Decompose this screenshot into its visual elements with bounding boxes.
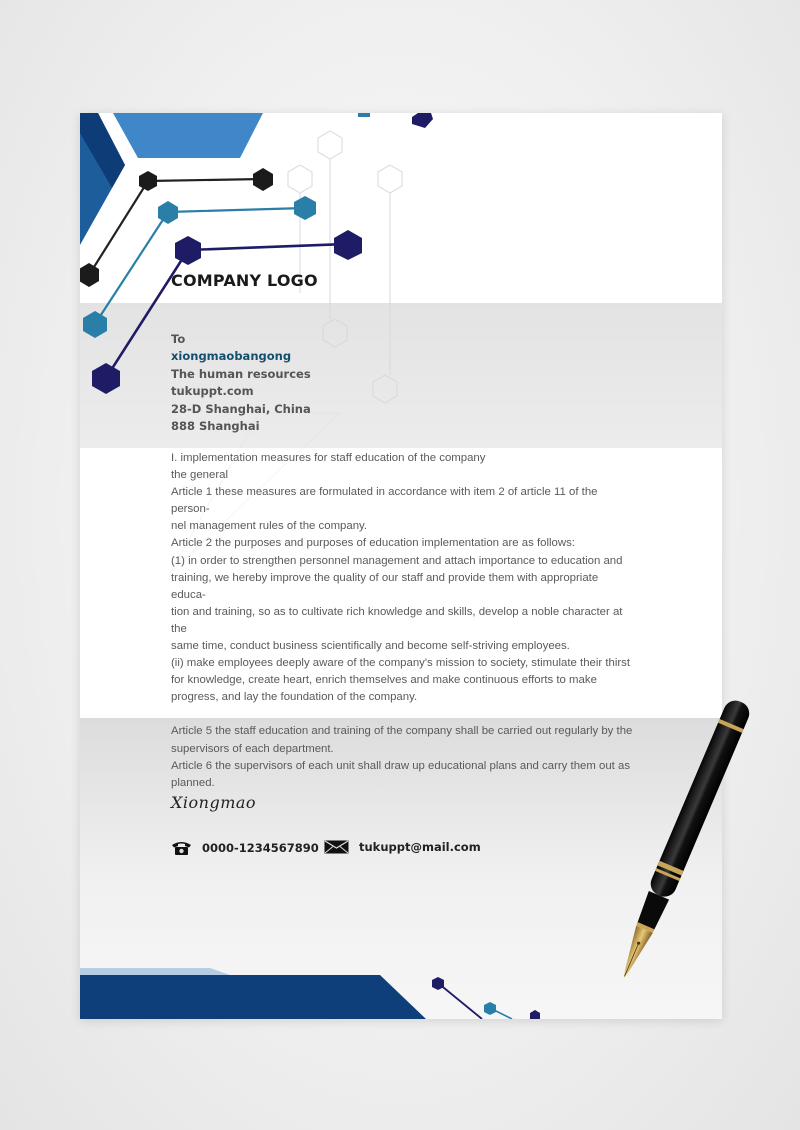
recipient-department: The human resources	[171, 366, 311, 381]
fountain-pen-icon	[575, 690, 755, 1020]
signature: Xiongmao	[171, 793, 257, 812]
body-line: nel management rules of the company.	[171, 520, 368, 533]
recipient-block	[171, 331, 311, 435]
body-line: Article 1 these measures are formulated in accordance with item 2 of article 11 of the person-	[171, 486, 598, 516]
body-line: supervisors of each department.	[171, 742, 334, 755]
phone-contact	[171, 840, 319, 855]
light-blue-trapezoid	[113, 113, 263, 158]
letter-body	[171, 450, 636, 792]
recipient-city: 888 Shanghai	[171, 419, 260, 434]
recipient-address: 28-D Shanghai, China	[171, 401, 311, 416]
recipient-to-label: To	[171, 332, 186, 346]
body-line: Article 6 the supervisors of each unit shall draw up educational plans and carry them out as	[171, 759, 631, 772]
paragraph-gap	[171, 706, 636, 723]
body-line: Article 2 the purposes and purposes of education implementation are as follows:	[171, 537, 575, 550]
body-line: training, we hereby improve the quality of our staff and provide them with appropriate educa-	[171, 571, 599, 601]
body-line: (ii) make employees deeply aware of the company's mission to society, stimulate their thirst	[171, 657, 631, 670]
recipient-name: xiongmaobangong	[171, 349, 292, 364]
body-line: (1) in order to strengthen personnel management and attach importance to education and	[171, 554, 623, 567]
body-line: for knowledge, create heart, enrich themselves and make continuous efforts to make	[171, 674, 597, 687]
body-line: same time, conduct business scientifically and become self-striving employees.	[171, 640, 570, 653]
body-line: the general	[171, 469, 228, 482]
body-line: Article 5 the staff education and training of the company shall be carried out regularly by the	[171, 725, 633, 738]
company-logo-text: COMPANY LOGO	[171, 271, 318, 290]
envelope-icon	[324, 840, 349, 854]
body-line: tion and training, so as to cultivate rich knowledge and skills, develop a noble character at the	[171, 605, 623, 635]
bottom-blue-band	[80, 975, 426, 1019]
phone-number: 0000-1234567890	[202, 840, 319, 855]
recipient-website: tukuppt.com	[171, 384, 254, 399]
email-address: tukuppt@mail.com	[359, 840, 481, 854]
body-line: planned.	[171, 776, 215, 789]
email-contact	[324, 840, 481, 854]
body-line: I. implementation measures for staff education of the company	[171, 452, 486, 464]
body-line: progress, and lay the foundation of the company.	[171, 691, 418, 704]
telephone-icon	[171, 840, 192, 855]
